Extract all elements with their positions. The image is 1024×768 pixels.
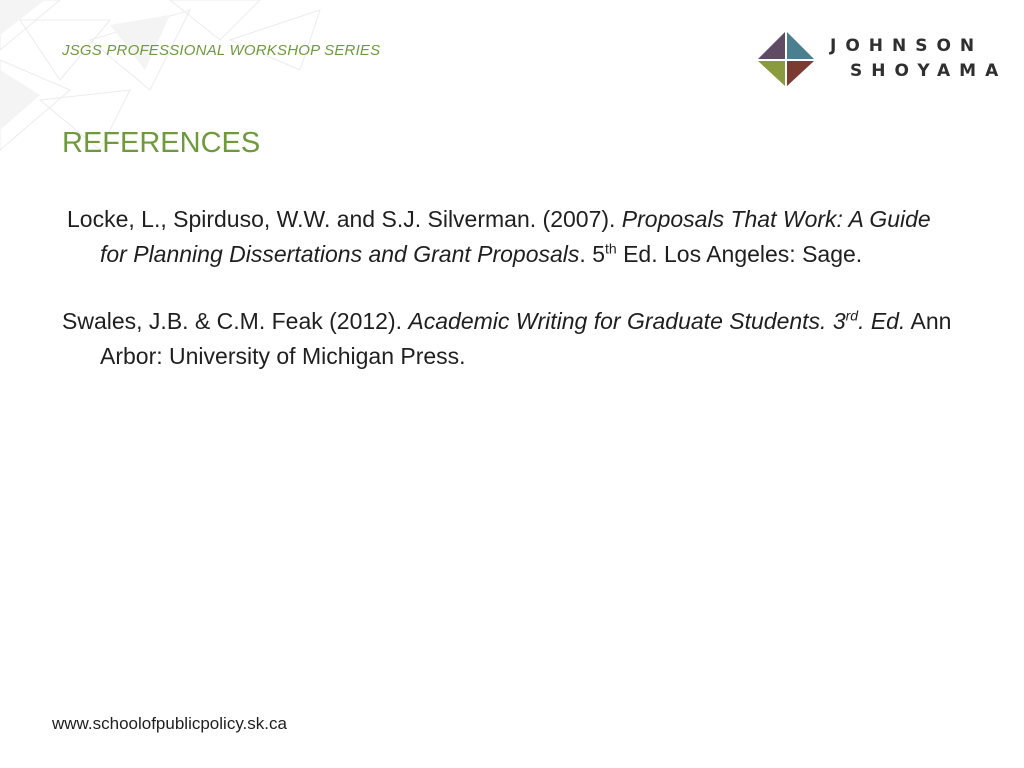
reference-publisher: Ann Arbor: University of Michigan Press.	[100, 308, 952, 369]
reference-title-suffix: rd	[845, 307, 859, 324]
logo-line-2: SHOYAMA	[850, 61, 1008, 81]
workshop-series-label: JSGS PROFESSIONAL WORKSHOP SERIES	[62, 42, 381, 59]
reference-edition-suffix: th	[605, 240, 617, 257]
reference-item	[62, 202, 962, 272]
reference-publisher: Ed. Los Angeles: Sage.	[623, 241, 863, 267]
reference-item	[62, 304, 962, 374]
reference-title: Proposals That Work: A Guide for Planning Dissertations and Grant Proposals	[100, 206, 931, 267]
johnson-shoyama-logo-icon	[758, 31, 814, 87]
reference-edition: . Ed.	[858, 308, 906, 334]
page-title: REFERENCES	[62, 127, 261, 159]
reference-authors: Locke, L., Spirduso, W.W. and S.J. Silverman. (2007).	[67, 206, 616, 232]
reference-authors: Swales, J.B. & C.M. Feak (2012).	[62, 308, 403, 334]
reference-edition-number: 5	[592, 241, 605, 267]
references-list	[62, 202, 962, 406]
reference-punctuation: .	[579, 241, 586, 267]
logo-line-1: JOHNSON	[830, 36, 984, 56]
footer-url: www.schoolofpublicpolicy.sk.ca	[52, 714, 287, 733]
reference-title: Academic Writing for Graduate Students. 3	[408, 308, 846, 334]
logo-wordmark	[830, 34, 1007, 84]
